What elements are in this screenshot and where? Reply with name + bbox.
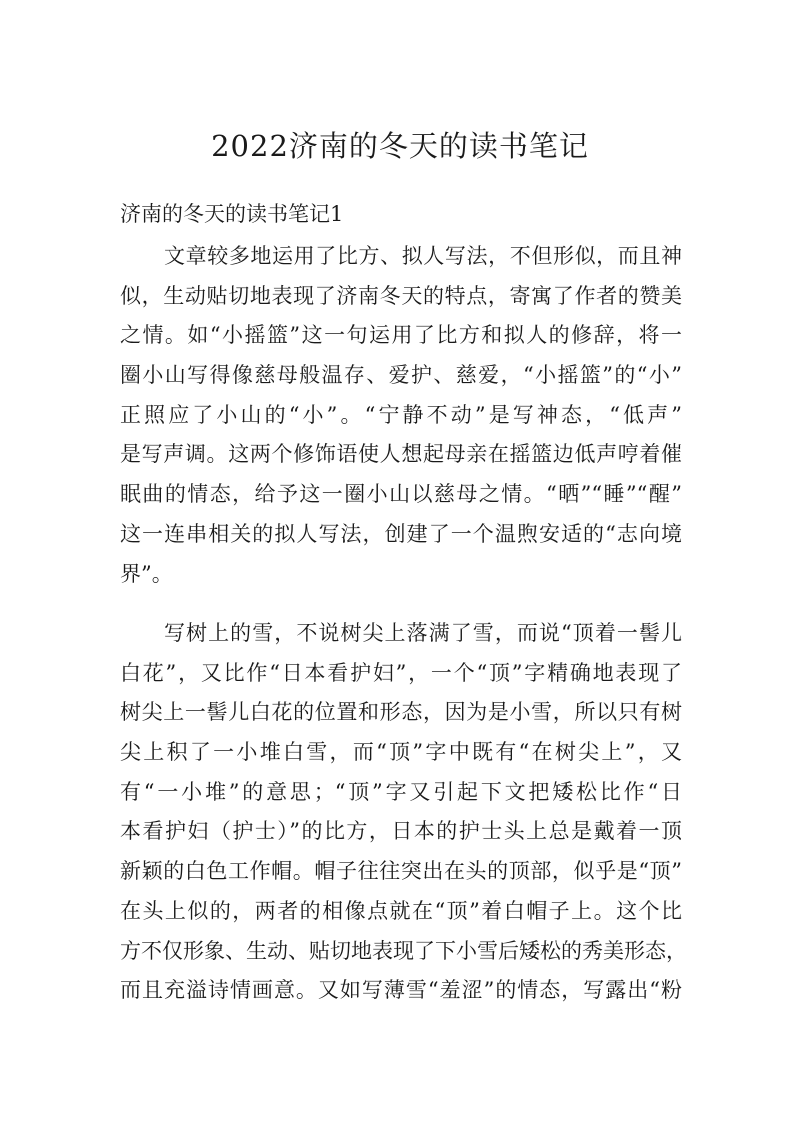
paragraph-2 bbox=[120, 614, 687, 1011]
paragraph-1 bbox=[120, 237, 682, 594]
paragraph-line: 写树上的雪，不说树尖上落满了雪，而说“顶着一髻儿 bbox=[164, 621, 682, 645]
paragraph-line: 界”。 bbox=[120, 561, 173, 586]
paragraph-line: 圈小山写得像慈母般温存、爱护、慈爱，“小摇篮”的“小” bbox=[120, 363, 682, 388]
paragraph-line: 文章较多地运用了比方、拟人写法，不但形似，而且神 bbox=[164, 244, 682, 268]
paragraph-line: 眠曲的情态，给予这一圈小山以慈母之情。“晒”“睡”“醒” bbox=[120, 482, 682, 507]
paragraph-line: 本看护妇（护士）”的比方，日本的护士头上总是戴着一顶 bbox=[120, 819, 682, 844]
section-heading: 济南的冬天的读书笔记1 bbox=[120, 202, 344, 226]
paragraph-line: 之情。如“小摇篮”这一句运用了比方和拟人的修辞，将一 bbox=[120, 323, 682, 348]
paragraph-line: 方不仅形象、生动、贴切地表现了下小雪后矮松的秀美形态， bbox=[120, 938, 687, 963]
paragraph-line: 在头上似的，两者的相像点就在“顶”着白帽子上。这个比 bbox=[120, 898, 682, 923]
paragraph-line: 这一连串相关的拟人写法，创建了一个温煦安适的“志向境 bbox=[120, 521, 682, 546]
paragraph-line: 白花”，又比作“日本看护妇”，一个“顶”字精确地表现了 bbox=[120, 660, 682, 685]
paragraph-line: 新颖的白色工作帽。帽子往往突出在头的顶部，似乎是“顶” bbox=[120, 859, 682, 884]
paragraph-line: 树尖上一髻儿白花的位置和形态，因为是小雪，所以只有树 bbox=[120, 700, 682, 725]
paragraph-line: 正照应了小山的“小”。“宁静不动”是写神态，“低声” bbox=[120, 402, 682, 427]
paragraph-line: 有“一小堆”的意思；“顶”字又引起下文把矮松比作“日 bbox=[120, 779, 682, 804]
paragraph-line: 似，生动贴切地表现了济南冬天的特点，寄寓了作者的赞美 bbox=[120, 283, 682, 308]
document-title: 2022济南的冬天的读书笔记 bbox=[211, 129, 589, 163]
paragraph-line: 是写声调。这两个修饰语使人想起母亲在摇篮边低声哼着催 bbox=[120, 442, 682, 467]
paragraph-line: 而且充溢诗情画意。又如写薄雪“羞涩”的情态，写露出“粉 bbox=[120, 978, 682, 1003]
paragraph-line: 尖上积了一小堆白雪，而“顶”字中既有“在树尖上”，又 bbox=[120, 740, 682, 765]
